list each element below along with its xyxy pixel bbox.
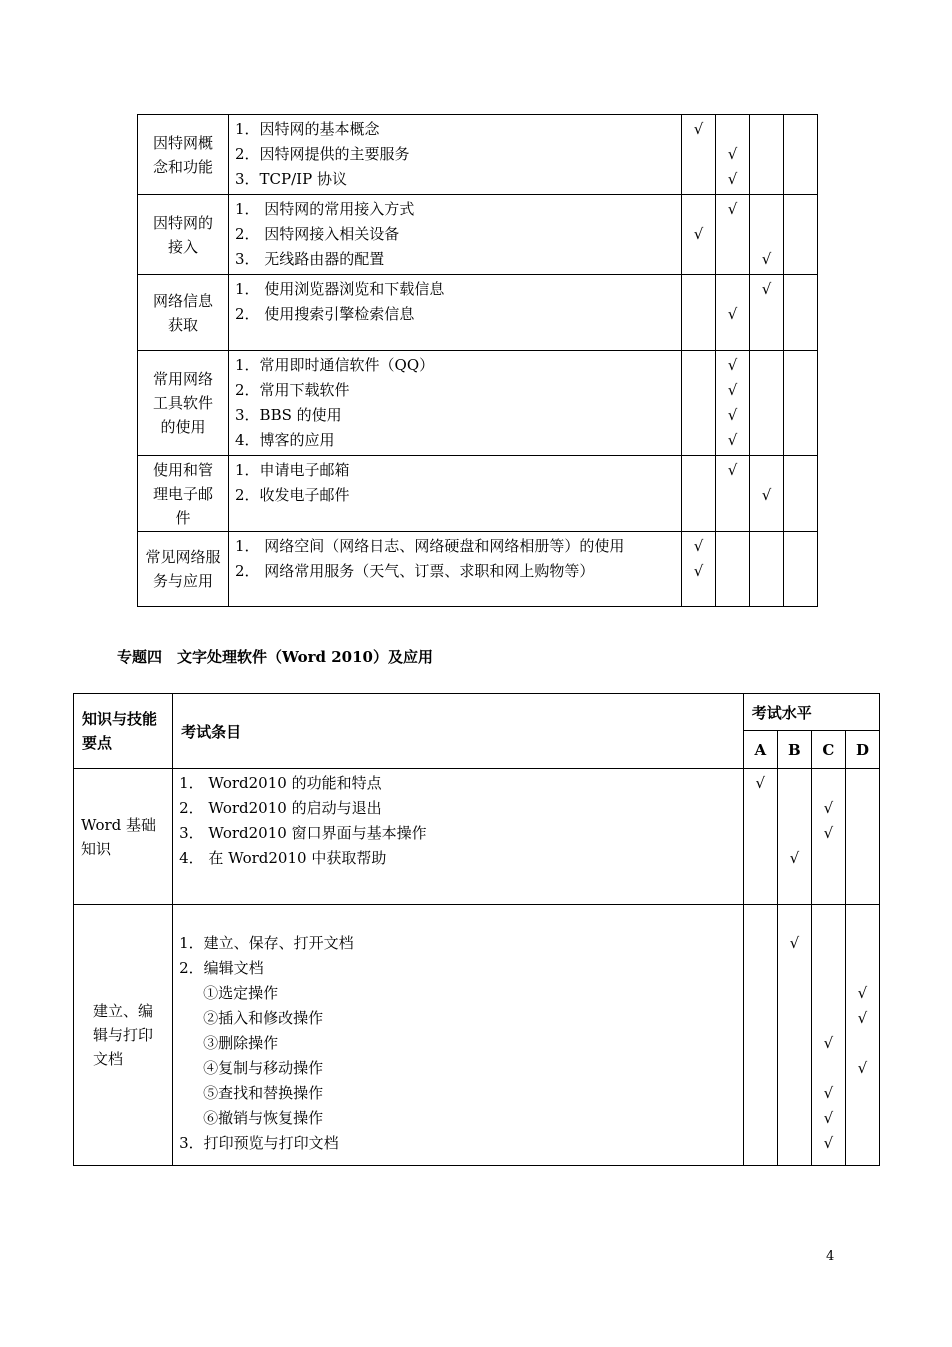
list-item: 2． 使用搜索引擎检索信息 <box>235 305 415 323</box>
list-item: ①选定操作 <box>203 984 279 1002</box>
check-mark <box>744 1006 777 1031</box>
check-mark <box>784 428 817 453</box>
list-item: 3．打印预览与打印文档 <box>179 1134 339 1152</box>
check-mark <box>682 378 715 403</box>
check-mark <box>778 1081 811 1106</box>
check-mark: √ <box>727 145 738 163</box>
check-mark <box>716 247 749 272</box>
table-row <box>138 532 818 607</box>
category-cell <box>74 905 173 1166</box>
header-knowledge: 知识与技能要点 <box>74 694 173 769</box>
list-item: 1． Word2010 的功能和特点 <box>179 774 382 792</box>
list-item: 2．因特网提供的主要服务 <box>235 145 410 163</box>
check-mark <box>784 403 817 428</box>
list-item: 1．因特网的基本概念 <box>235 120 380 138</box>
check-mark <box>784 559 817 584</box>
level-b-cell <box>716 115 750 195</box>
check-mark <box>784 167 817 192</box>
check-mark <box>682 302 715 327</box>
check-mark <box>846 796 879 821</box>
check-mark <box>784 302 817 327</box>
list-item: 2． Word2010 的启动与退出 <box>179 799 382 817</box>
check-mark <box>682 353 715 378</box>
check-mark: √ <box>755 774 766 792</box>
check-mark <box>682 247 715 272</box>
check-mark <box>784 117 817 142</box>
level-b-cell <box>716 275 750 351</box>
check-mark <box>784 197 817 222</box>
level-d-cell <box>784 195 818 275</box>
items-cell <box>229 195 682 275</box>
list-item: ③删除操作 <box>203 1034 279 1052</box>
check-mark <box>682 458 715 483</box>
internet-table <box>137 114 818 607</box>
check-mark <box>812 846 845 871</box>
check-mark <box>784 353 817 378</box>
category-cell <box>138 275 229 351</box>
check-mark: √ <box>823 824 834 842</box>
check-mark <box>744 981 777 1006</box>
check-mark <box>750 353 783 378</box>
check-mark <box>784 483 817 508</box>
check-mark <box>750 378 783 403</box>
check-mark: √ <box>727 406 738 424</box>
check-mark <box>750 302 783 327</box>
word-table <box>73 693 880 1166</box>
check-mark <box>744 1081 777 1106</box>
list-item: 2．常用下载软件 <box>235 381 350 399</box>
check-mark: √ <box>789 849 800 867</box>
category-label: 因特网的接入 <box>152 213 213 256</box>
check-mark <box>846 1031 879 1056</box>
category-label: 常用网络工具软件的使用 <box>152 370 213 436</box>
check-mark <box>812 931 845 956</box>
check-mark <box>778 956 811 981</box>
check-mark <box>846 821 879 846</box>
section-title: 专题四 文字处理软件（Word 2010）及应用 <box>117 648 433 666</box>
category-label: Word 基础知识 <box>81 815 157 858</box>
check-mark <box>716 534 749 559</box>
check-mark <box>744 1131 777 1156</box>
list-item: 4． 在 Word2010 中获取帮助 <box>179 849 387 867</box>
check-mark <box>784 142 817 167</box>
list-item: ⑤查找和替换操作 <box>203 1084 324 1102</box>
list-item: ②插入和修改操作 <box>203 1009 324 1027</box>
table-row <box>138 195 818 275</box>
level-a-cell <box>682 195 716 275</box>
list-item: 3．BBS 的使用 <box>235 406 342 424</box>
check-mark <box>716 222 749 247</box>
items-cell <box>229 115 682 195</box>
table-row <box>138 456 818 532</box>
check-mark: √ <box>857 1059 868 1077</box>
check-mark <box>750 403 783 428</box>
list-item: 3． 无线路由器的配置 <box>235 250 385 268</box>
check-mark: √ <box>761 280 772 298</box>
check-mark <box>750 534 783 559</box>
check-mark: √ <box>727 461 738 479</box>
check-mark <box>682 403 715 428</box>
check-mark <box>744 956 777 981</box>
check-mark <box>750 167 783 192</box>
check-mark <box>784 534 817 559</box>
header-items: 考试条目 <box>173 694 744 769</box>
check-mark: √ <box>693 562 704 580</box>
level-d-cell <box>784 275 818 351</box>
level-d-cell <box>845 769 879 905</box>
header-level-a: A <box>743 731 777 769</box>
list-item: 1． 因特网的常用接入方式 <box>235 200 415 218</box>
level-c-cell <box>750 351 784 456</box>
level-b-cell <box>716 351 750 456</box>
category-label: 网络信息获取 <box>152 291 213 334</box>
check-mark <box>778 771 811 796</box>
level-b-cell <box>777 769 811 905</box>
list-item: 1．常用即时通信软件（QQ） <box>235 356 435 374</box>
check-mark <box>716 483 749 508</box>
check-mark <box>744 1106 777 1131</box>
check-mark <box>750 428 783 453</box>
check-mark <box>778 1006 811 1031</box>
level-c-cell <box>750 195 784 275</box>
category-cell <box>138 351 229 456</box>
check-mark: √ <box>823 1134 834 1152</box>
check-mark <box>812 1006 845 1031</box>
items-cell <box>229 275 682 351</box>
level-a-cell <box>682 532 716 607</box>
check-mark: √ <box>761 250 772 268</box>
level-c-cell <box>811 905 845 1166</box>
level-a-cell <box>743 905 777 1166</box>
category-cell <box>138 195 229 275</box>
check-mark <box>846 771 879 796</box>
level-b-cell <box>716 456 750 532</box>
header-level-b: B <box>777 731 811 769</box>
check-mark: √ <box>727 170 738 188</box>
check-mark <box>846 931 879 956</box>
check-mark <box>778 796 811 821</box>
check-mark <box>778 1056 811 1081</box>
list-item: 1．申请电子邮箱 <box>235 461 350 479</box>
header-level: 考试水平 <box>743 694 879 731</box>
level-d-cell <box>784 351 818 456</box>
level-a-cell <box>743 769 777 905</box>
check-mark <box>682 167 715 192</box>
check-mark <box>716 277 749 302</box>
check-mark <box>682 197 715 222</box>
level-b-cell <box>716 532 750 607</box>
level-a-cell <box>682 351 716 456</box>
level-d-cell <box>845 905 879 1166</box>
list-item: 1． 使用浏览器浏览和下载信息 <box>235 280 445 298</box>
check-mark <box>750 559 783 584</box>
check-mark <box>784 378 817 403</box>
check-mark <box>744 931 777 956</box>
check-mark: √ <box>727 381 738 399</box>
level-d-cell <box>784 115 818 195</box>
check-mark <box>682 142 715 167</box>
check-mark: √ <box>823 1084 834 1102</box>
check-mark <box>778 1106 811 1131</box>
check-mark: √ <box>727 356 738 374</box>
check-mark <box>784 458 817 483</box>
check-mark <box>744 796 777 821</box>
check-mark <box>778 1131 811 1156</box>
list-item: 2．收发电子邮件 <box>235 486 350 504</box>
check-mark: √ <box>693 537 704 555</box>
list-item: 4．博客的应用 <box>235 431 335 449</box>
level-b-cell <box>777 905 811 1166</box>
check-mark <box>750 197 783 222</box>
check-mark <box>716 117 749 142</box>
check-mark <box>784 247 817 272</box>
check-mark <box>744 846 777 871</box>
check-mark: √ <box>857 1009 868 1027</box>
check-mark <box>812 956 845 981</box>
check-mark <box>784 222 817 247</box>
list-item: 2．编辑文档 <box>179 959 264 977</box>
check-mark <box>846 846 879 871</box>
check-mark <box>744 1056 777 1081</box>
level-a-cell <box>682 115 716 195</box>
list-item: ⑥撤销与恢复操作 <box>203 1109 324 1127</box>
level-a-cell <box>682 456 716 532</box>
check-mark: √ <box>693 225 704 243</box>
category-cell <box>138 456 229 532</box>
table-row <box>138 115 818 195</box>
level-c-cell <box>811 769 845 905</box>
list-item: 3．TCP/IP 协议 <box>235 170 347 188</box>
items-cell <box>229 532 682 607</box>
check-mark: √ <box>823 1034 834 1052</box>
items-cell <box>229 456 682 532</box>
check-mark <box>744 1031 777 1056</box>
list-item: 2． 网络常用服务（天气、订票、求职和网上购物等） <box>235 562 595 580</box>
category-cell <box>138 532 229 607</box>
items-cell <box>229 351 682 456</box>
check-mark <box>846 1106 879 1131</box>
check-mark: √ <box>693 120 704 138</box>
check-mark <box>750 222 783 247</box>
header-level-d: D <box>845 731 879 769</box>
table-row <box>74 769 880 905</box>
list-item: 3． Word2010 窗口界面与基本操作 <box>179 824 427 842</box>
check-mark <box>778 821 811 846</box>
check-mark <box>750 117 783 142</box>
category-cell <box>138 115 229 195</box>
check-mark: √ <box>857 984 868 1002</box>
check-mark <box>778 1031 811 1056</box>
table-row <box>74 905 880 1166</box>
check-mark <box>812 771 845 796</box>
check-mark <box>812 1056 845 1081</box>
list-item: ④复制与移动操作 <box>203 1059 324 1077</box>
level-c-cell <box>750 456 784 532</box>
check-mark <box>778 981 811 1006</box>
category-label: 常见网络服务与应用 <box>145 548 221 590</box>
level-d-cell <box>784 456 818 532</box>
level-c-cell <box>750 532 784 607</box>
check-mark <box>682 483 715 508</box>
header-level-c: C <box>811 731 845 769</box>
table-row <box>138 351 818 456</box>
check-mark: √ <box>823 1109 834 1127</box>
check-mark <box>784 277 817 302</box>
check-mark <box>716 559 749 584</box>
check-mark <box>744 821 777 846</box>
check-mark <box>846 1081 879 1106</box>
check-mark: √ <box>761 486 772 504</box>
check-mark <box>682 428 715 453</box>
table-row <box>138 275 818 351</box>
check-mark: √ <box>727 305 738 323</box>
category-label: 因特网概念和功能 <box>152 133 213 176</box>
level-a-cell <box>682 275 716 351</box>
check-mark <box>750 142 783 167</box>
level-c-cell <box>750 275 784 351</box>
page-number: 4 <box>826 1249 835 1264</box>
check-mark: √ <box>727 200 738 218</box>
items-cell <box>173 769 744 905</box>
list-item: 1． 网络空间（网络日志、网络硬盘和网络相册等）的使用 <box>235 537 625 555</box>
list-item: 1．建立、保存、打开文档 <box>179 934 354 952</box>
check-mark: √ <box>823 799 834 817</box>
list-item: 2． 因特网接入相关设备 <box>235 225 400 243</box>
level-d-cell <box>784 532 818 607</box>
category-label: 建立、编辑与打印文档 <box>93 1002 154 1068</box>
level-b-cell <box>716 195 750 275</box>
check-mark <box>682 277 715 302</box>
check-mark <box>750 458 783 483</box>
level-c-cell <box>750 115 784 195</box>
items-cell <box>173 905 744 1166</box>
category-label: 使用和管理电子邮件 <box>152 460 213 527</box>
check-mark <box>846 956 879 981</box>
check-mark: √ <box>727 431 738 449</box>
check-mark: √ <box>789 934 800 952</box>
check-mark <box>846 1131 879 1156</box>
category-cell <box>74 769 173 905</box>
check-mark <box>812 981 845 1006</box>
